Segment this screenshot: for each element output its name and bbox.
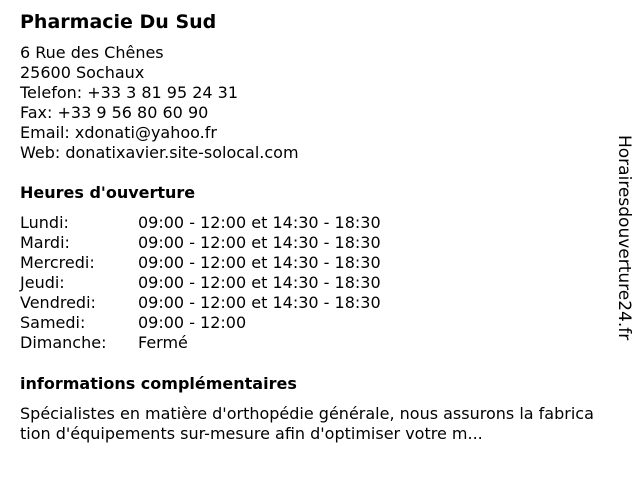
info-heading: informations complémentaires xyxy=(20,374,297,393)
hours-row-tuesday xyxy=(20,233,381,253)
time-range: Fermé xyxy=(138,333,188,352)
day-label: Mercredi: xyxy=(20,253,95,272)
page-title: Pharmacie Du Sud xyxy=(20,11,217,33)
hours-row-saturday xyxy=(20,313,381,333)
day-label: Samedi: xyxy=(20,313,86,332)
day-label: Dimanche: xyxy=(20,333,107,352)
hours-row-friday xyxy=(20,293,381,313)
time-range: 09:00 - 12:00 et 14:30 - 18:30 xyxy=(138,273,381,292)
opening-hours-table xyxy=(20,213,381,353)
website-link[interactable]: Web: donatixavier.site-solocal.com xyxy=(20,143,299,162)
hours-heading: Heures d'ouverture xyxy=(20,183,196,202)
address-city: 25600 Sochaux xyxy=(20,63,145,82)
day-label: Mardi: xyxy=(20,233,70,252)
hours-row-monday xyxy=(20,213,381,233)
phone-number[interactable]: Telefon: +33 3 81 95 24 31 xyxy=(20,83,239,102)
hours-row-wednesday xyxy=(20,253,381,273)
hours-row-sunday xyxy=(20,333,381,353)
day-label: Lundi: xyxy=(20,213,69,232)
day-label: Vendredi: xyxy=(20,293,96,312)
fax-number: Fax: +33 9 56 80 60 90 xyxy=(20,103,209,122)
time-range: 09:00 - 12:00 et 14:30 - 18:30 xyxy=(138,233,381,252)
time-range: 09:00 - 12:00 et 14:30 - 18:30 xyxy=(138,293,381,312)
time-range: 09:00 - 12:00 et 14:30 - 18:30 xyxy=(138,213,381,232)
hours-row-thursday xyxy=(20,273,381,293)
address-street: 6 Rue des Chênes xyxy=(20,43,164,62)
info-description: Spécialistes en matière d'orthopédie générale, nous assurons la fabrication d'équipements sur-mesure afin d'optimiser votre m... xyxy=(20,404,594,443)
time-range: 09:00 - 12:00 xyxy=(138,313,247,332)
contact-block xyxy=(20,43,299,163)
day-label: Jeudi: xyxy=(20,273,65,292)
site-brand-label: Horairesdouverture24.fr xyxy=(614,135,634,341)
email-address[interactable]: Email: xdonati@yahoo.fr xyxy=(20,123,217,142)
time-range: 09:00 - 12:00 et 14:30 - 18:30 xyxy=(138,253,381,272)
